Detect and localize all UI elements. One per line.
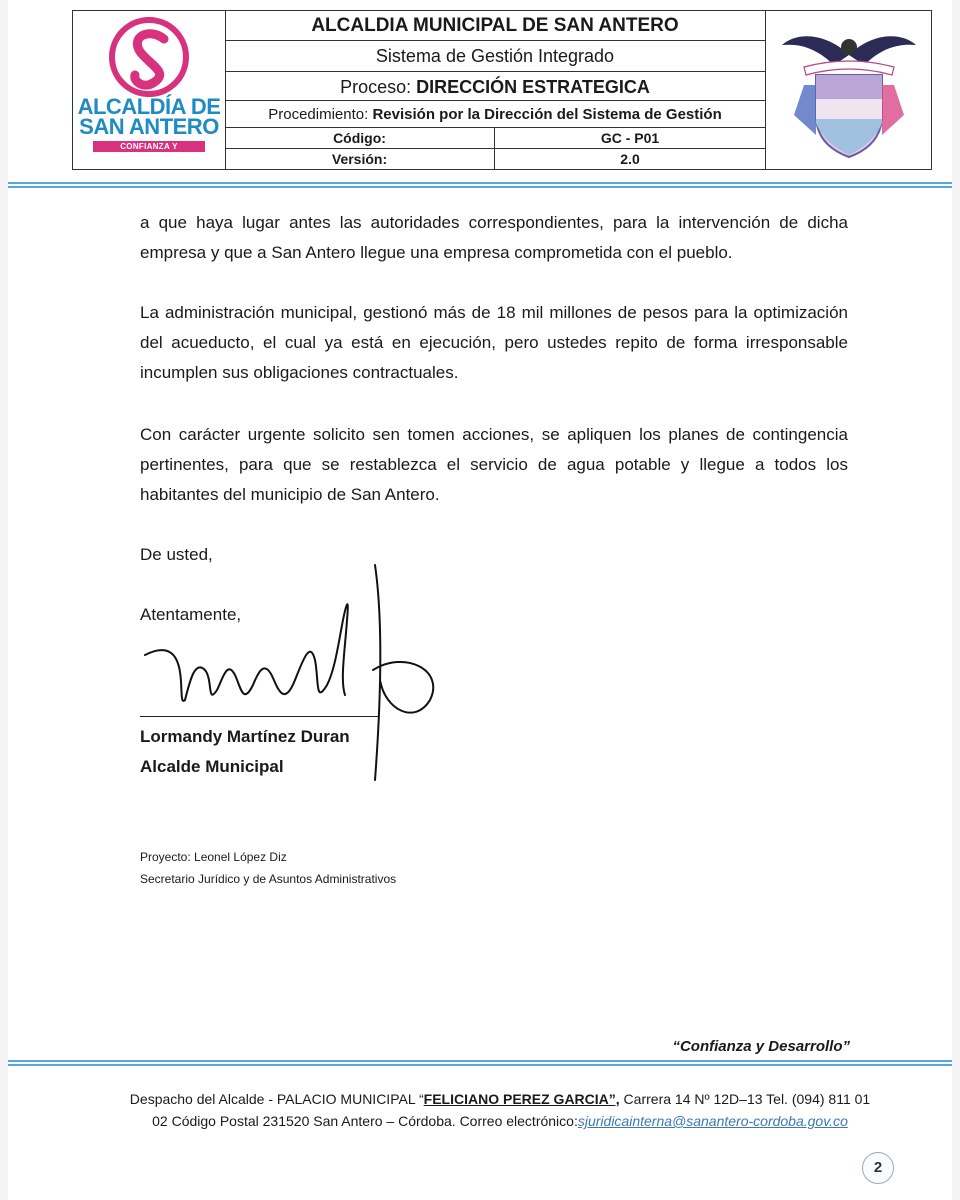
footer-address — [100, 1088, 900, 1132]
alcaldia-s-logo-icon — [109, 17, 189, 97]
process-value: DIRECCIÓN ESTRATEGICA — [416, 77, 650, 97]
footer-email-link[interactable]: sjuridicainterna@sanantero-cordoba.gov.co — [577, 1113, 848, 1129]
code-value: GC - P01 — [600, 130, 660, 146]
header-divider — [8, 182, 952, 192]
colombia-coat-of-arms-icon — [774, 15, 924, 165]
page-number-badge: 2 — [862, 1152, 894, 1184]
footer-palace-name: FELICIANO PEREZ GARCIA”, — [423, 1091, 620, 1107]
logo-line-1: ALCALDÍA DE — [77, 94, 221, 119]
closing-text: De usted, — [140, 545, 213, 564]
paragraph-3: Con carácter urgente solicito sen tomen acciones, se apliquen los planes de contingencia pertinentes, para que se restablezca el servicio de agua potable y llegue a todos los habitantes del municipio de San Antero. — [140, 425, 848, 504]
footer-divider — [8, 1060, 952, 1070]
footer-line-2 — [100, 1110, 900, 1132]
alcaldia-logo — [73, 11, 226, 169]
header-version-row — [225, 149, 765, 170]
procedure-label: Procedimiento: — [268, 106, 373, 123]
project-credit — [140, 846, 396, 890]
version-label: Versión: — [225, 149, 495, 170]
regards-text: Atentamente, — [140, 605, 242, 624]
footer-line-2-pre: 02 Código Postal 231520 San Antero – Córdoba. Correo electrónico: — [152, 1113, 578, 1129]
header-process — [225, 71, 765, 101]
project-line-2: Secretario Jurídico y de Asuntos Administrativos — [140, 872, 397, 886]
header-center — [225, 11, 766, 169]
procedure-value: Revisión por la Dirección del Sistema de Gestión — [372, 106, 722, 123]
signer-name: Lormandy Martínez Duran — [140, 727, 350, 746]
process-label: Proceso: — [340, 77, 417, 97]
footer-motto: “Confianza y Desarrollo” — [672, 1038, 850, 1055]
footer-line-1-post: Carrera 14 Nº 12D–13 Tel. (094) 811 01 — [619, 1091, 871, 1107]
logo-band: CONFIANZA Y DESARROLLO — [93, 141, 205, 152]
header-procedure — [225, 101, 765, 128]
footer-line-1 — [100, 1088, 900, 1110]
signature-line — [140, 716, 380, 717]
code-label: Código: — [225, 128, 495, 148]
document-header-table — [72, 10, 932, 170]
header-code-row — [225, 128, 765, 149]
paragraph-1: a que haya lugar antes las autoridades correspondientes, para la intervención de dicha empresa y que a San Antero llegue una empresa comprometida con el pueblo. — [140, 213, 848, 262]
footer-line-1-pre: Despacho del Alcalde - PALACIO MUNICIPAL “ — [129, 1091, 424, 1107]
coat-of-arms — [766, 11, 931, 169]
paragraph-2: La administración municipal, gestionó más de 18 mil millones de pesos para la optimización del acueducto, el cual ya está en ejecución, pero ustedes repito de forma irresponsable incumplen sus obligaciones contractuales. — [140, 303, 848, 382]
signer-title: Alcalde Municipal — [140, 757, 284, 776]
version-value: 2.0 — [620, 151, 640, 167]
header-org: ALCALDIA MUNICIPAL DE SAN ANTERO — [225, 11, 765, 41]
project-line-1: Proyecto: Leonel López Diz — [140, 850, 287, 864]
header-system: Sistema de Gestión Integrado — [375, 46, 615, 66]
logo-line-2: SAN ANTERO — [79, 114, 219, 139]
